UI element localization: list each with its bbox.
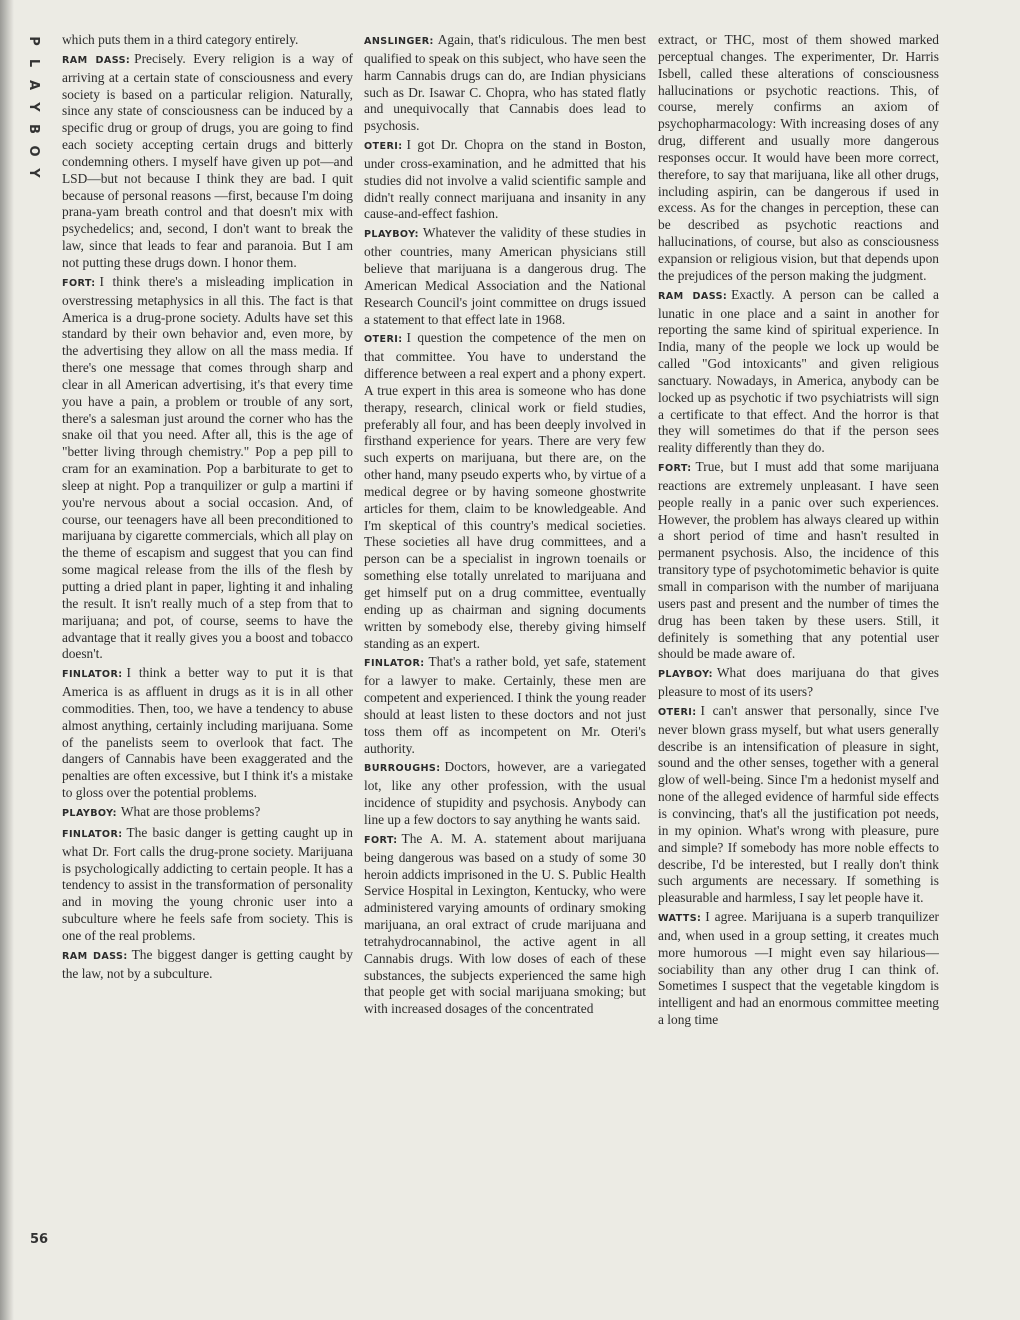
speaker-name: OTERI:: [364, 334, 403, 346]
paragraph-text: I think there's a misleading implication in overstressing metaphysics in all this. The fact is that America is a drug-prone society. Adults have set this standard by their own behavior and, even more, by the advertising they allow on all the mass media. If there's one message that comes through sharp and clear in all American advertising, it's that every time you have a pain, a problem or trouble of any sort, there's a salesman just around the corner who has the snake oil that you need. After all, this is the age of "better living through chemistry." Pop a pep pill to cram for an examination. Pop a barbiturate to get to sleep at night. Pop a tranquilizer or gulp a martini if you're nervous about a social occasion. And, of course, our teenagers have all been preconditioned to marijuana by cigarette commercials, which all play on the theme of escapism and suggest that you can find some magical release from the ills of the flesh by putting a dried plant in paper, lighting it and inhaling the result. It isn't really much of a step from that to marijuana; and pot, of course, seems to have the advantage that it really gives you a boost and tobacco doesn't.: [62, 273, 353, 662]
paragraph-text: I can't answer that personally, since I've never blown grass myself, but what users generally describe is an intensification of pleasure in sight, sound and the other senses, together with a general glow of well-being. Since I'm a hedonist myself and none of the alleged evidence of harmful side effects is convincing, that's all the justification pot needs, in my opinion. What's wrong with pleasure, pure and simple? If somebody has more noble effects to describe, I'd be interested, but I really don't think such arguments are necessary. If something is pleasurable and harmless, I say let people have it.: [658, 702, 939, 906]
speaker-name: PLAYBOY:: [658, 669, 713, 681]
column-3: [658, 32, 939, 1247]
running-head: [22, 30, 44, 184]
dialogue-paragraph: [658, 32, 939, 285]
speaker-name: RAM DASS:: [62, 950, 128, 962]
dialogue-paragraph: [658, 665, 939, 701]
paragraph-text: What are those problems?: [120, 803, 261, 819]
speaker-name: RAM DASS:: [658, 290, 728, 302]
running-head-letter: O: [26, 145, 41, 157]
column-2: [364, 32, 646, 1247]
running-head-letter: L: [26, 58, 41, 68]
dialogue-paragraph: [364, 137, 646, 223]
speaker-name: OTERI:: [364, 141, 403, 153]
speaker-name: RAM DASS:: [62, 54, 131, 66]
paragraph-text: which puts them in a third category entirely.: [62, 32, 299, 47]
running-head-letter: A: [26, 79, 41, 91]
column-1: [62, 32, 353, 1247]
running-head-letter: Y: [26, 102, 41, 112]
speaker-name: OTERI:: [658, 706, 697, 718]
paragraph-text: I got Dr. Chopra on the stand in Boston, under cross-examination, and he admitted that his studies did not involve a valid scientific sample and didn't really connect marijuana and insanity in any cause-and-effect fashion.: [364, 137, 646, 222]
dialogue-paragraph: [364, 32, 646, 135]
dialogue-paragraph: [658, 909, 939, 1029]
paragraph-text: Whatever the validity of these studies in other countries, many American physicians still believe that marijuana is a dangerous drug. The American Medical Association and the National Research Council's joint committee on drugs issued a statement to that effect late in 1968.: [364, 225, 646, 327]
dialogue-paragraph: [62, 947, 353, 983]
dialogue-paragraph: [62, 32, 353, 49]
paragraph-text: I agree. Marijuana is a superb tranquilizer and, when used in a group setting, it creates much more humorous —I might even say hilarious—sociability than any other drug I can think of. Sometimes I suspect that the vegetable kingdom is intelligent and had an enormous committee meeting a long time: [658, 909, 939, 1028]
speaker-name: FINLATOR:: [62, 669, 123, 681]
paragraph-text: True, but I must add that some marijuana reactions are extremely unpleasant. I have seen people really in a panic over such experiences. However, the problem has always cleared up within a short period of time and hasn't resulted in permanent psychosis. Also, the incidence of this transitory type of psychotomimetic behavior is quite small in comparison with the number of marijuana users past and present and the number of times the drug has been taken by these users. Still, it definitely is something that any potential user should be made aware of.: [658, 459, 939, 662]
dialogue-paragraph: [364, 225, 646, 328]
speaker-name: FINLATOR:: [364, 658, 425, 670]
speaker-name: FORT:: [658, 463, 692, 475]
paragraph-text: The basic danger is getting caught up in what Dr. Fort calls the drug-prone society. Marijuana is psychologically addicting to certain people. It has a tendency to assist in the transformation of personality and in moving the young chronic user into a subculture where he feels safe from society. This is one of the real problems.: [62, 824, 353, 943]
running-head-letter: B: [26, 124, 41, 134]
running-head-letter: Y: [26, 168, 41, 178]
speaker-name: FINLATOR:: [62, 828, 123, 840]
dialogue-paragraph: [364, 759, 646, 828]
dialogue-paragraph: [62, 825, 353, 945]
dialogue-paragraph: [364, 654, 646, 757]
dialogue-paragraph: [62, 274, 353, 663]
speaker-name: PLAYBOY:: [62, 807, 117, 819]
paragraph-text: The A. M. A. statement about marijuana being dangerous was based on a study of some 30 heroin addicts imprisoned in the U. S. Public Health Service Hospital in Lexington, Kentucky, who were administered varying amounts of ordinary smoking marijuana, an oral extract of crude marijuana and tetrahydrocannabinol, the active agent in all Cannabis drugs. With low doses of each of these substances, the subjects experienced the same high that people get with social marijuana smoking; but with increased dosages of the concentrated: [364, 830, 646, 1017]
dialogue-paragraph: [658, 703, 939, 907]
dialogue-paragraph: [658, 459, 939, 663]
paragraph-text: That's a rather bold, yet safe, statement for a lawyer to make. Certainly, these men are competent and experienced. I think the young reader should at least listen to these doctors and not just toss them off as incompetent on Mr. Oteri's authority.: [364, 654, 646, 756]
paragraph-text: The biggest danger is getting caught by the law, not by a subculture.: [62, 946, 353, 981]
dialogue-paragraph: [62, 665, 353, 802]
dialogue-paragraph: [62, 51, 353, 272]
paragraph-text: Doctors, however, are a variegated lot, like any other profession, with the usual incidence of stupidity and psychosis. Anybody can line up a few doctors to say anything he wants said.: [364, 759, 646, 827]
paragraph-text: Again, that's ridiculous. The men best qualified to speak on this subject, who have seen the harm Cannabis drugs can do, are Indian physicians such as Dr. Isawar C. Chopra, who has stated flatly and unequivocally that Cannabis does lead to psychosis.: [364, 32, 646, 134]
speaker-name: ANSLINGER:: [364, 36, 434, 47]
speaker-name: BURROUGHS:: [364, 763, 441, 775]
paragraph-text: Precisely. Every religion is a way of arriving at a certain state of consciousness and every society is based on a particular religion. Naturally, since any state of consciousness can be induced by a specific drug or group of drugs, you are going to find each society accepting certain drugs and bitterly condemning others. I myself have given up pot—and LSD—but not because I think they are bad. I quit because of personal reasons —first, because I'm doing prana-yam breath control and that doesn't mix with psychedelics; and, second, I don't want to break the law, since that leads to fear and paranoia. But I am not putting these drugs down. I honor them.: [62, 50, 353, 270]
paragraph-text: I question the competence of the men on that committee. You have to understand the difference between a real expert and a phony expert. A true expert in this area is someone who has done therapy, research, clinical work or field studies, preferably all four, and has been deeply involved in firsthand experience for years. There are very few such experts on marijuana, but there are, on the other hand, many pseudo experts who, by virtue of a medical degree or by having someone ghostwrite articles for them, claim to be knowledgeable. And I'm skeptical of this country's medical societies. These societies all have drug committees, and a person can be a specialist in ingrown toenails or something else totally unrelated to marijuana and get himself put on a drug committee, eventually ending up as chairman and signing documents written by somebody else, thereby giving himself standing as an expert.: [364, 330, 646, 651]
speaker-name: FORT:: [364, 834, 398, 846]
dialogue-paragraph: [62, 804, 353, 823]
page-edge-shadow: [0, 0, 14, 1320]
paragraph-text: extract, or THC, most of them showed marked perceptual changes. The experimenter, Dr. Harris Isbell, called these alterations of consciousness hallucinations or psychotic reactions. This, of course, merely confirms an axiom of psychopharmacology: With increasing doses of any drug, different and usually more dangerous responses occur. It would have been more correct, therefore, to say that marijuana, like all other drugs, including aspirin, can be dangerous if used in excess. As for the changes in perception, these can be described as psychotic reactions and hallucinations, of course, but also as consciousness expansion or religious vision, but that depends upon the prejudices of the person making the judgment.: [658, 32, 939, 283]
speaker-name: PLAYBOY:: [364, 229, 419, 241]
page-number: 56: [30, 1232, 49, 1247]
paragraph-text: What does marijuana do that gives pleasure to most of its users?: [658, 665, 939, 700]
paragraph-text: I think a better way to put it is that America is as affluent in drugs as it is in all other commodities. Then, too, we have a tendency to abuse almost anything, certainly including marijuana. Some of the panelists seem to overlook that fact. The dangers of Cannabis have been exaggerated and the penalties are often excessive, but I think it's a mistake to gloss over the potential problems.: [62, 665, 353, 801]
dialogue-paragraph: [658, 287, 939, 457]
paragraph-text: Exactly. A person can be called a lunatic in one place and a saint in another for reporting the same kind of spiritual experience. In India, many of the people we lock up would be called "God intoxicants" and given religious sanctuary. Nowadays, in America, anybody can be locked up as psychotic if two psychiatrists will sign a certificate to that effect. And the horror is that they will sometimes do that if the person sees reality differently than they do.: [658, 286, 939, 456]
running-head-letter: P: [26, 36, 41, 46]
dialogue-paragraph: [364, 330, 646, 652]
dialogue-paragraph: [364, 831, 646, 1018]
speaker-name: WATTS:: [658, 913, 702, 925]
speaker-name: FORT:: [62, 277, 96, 289]
